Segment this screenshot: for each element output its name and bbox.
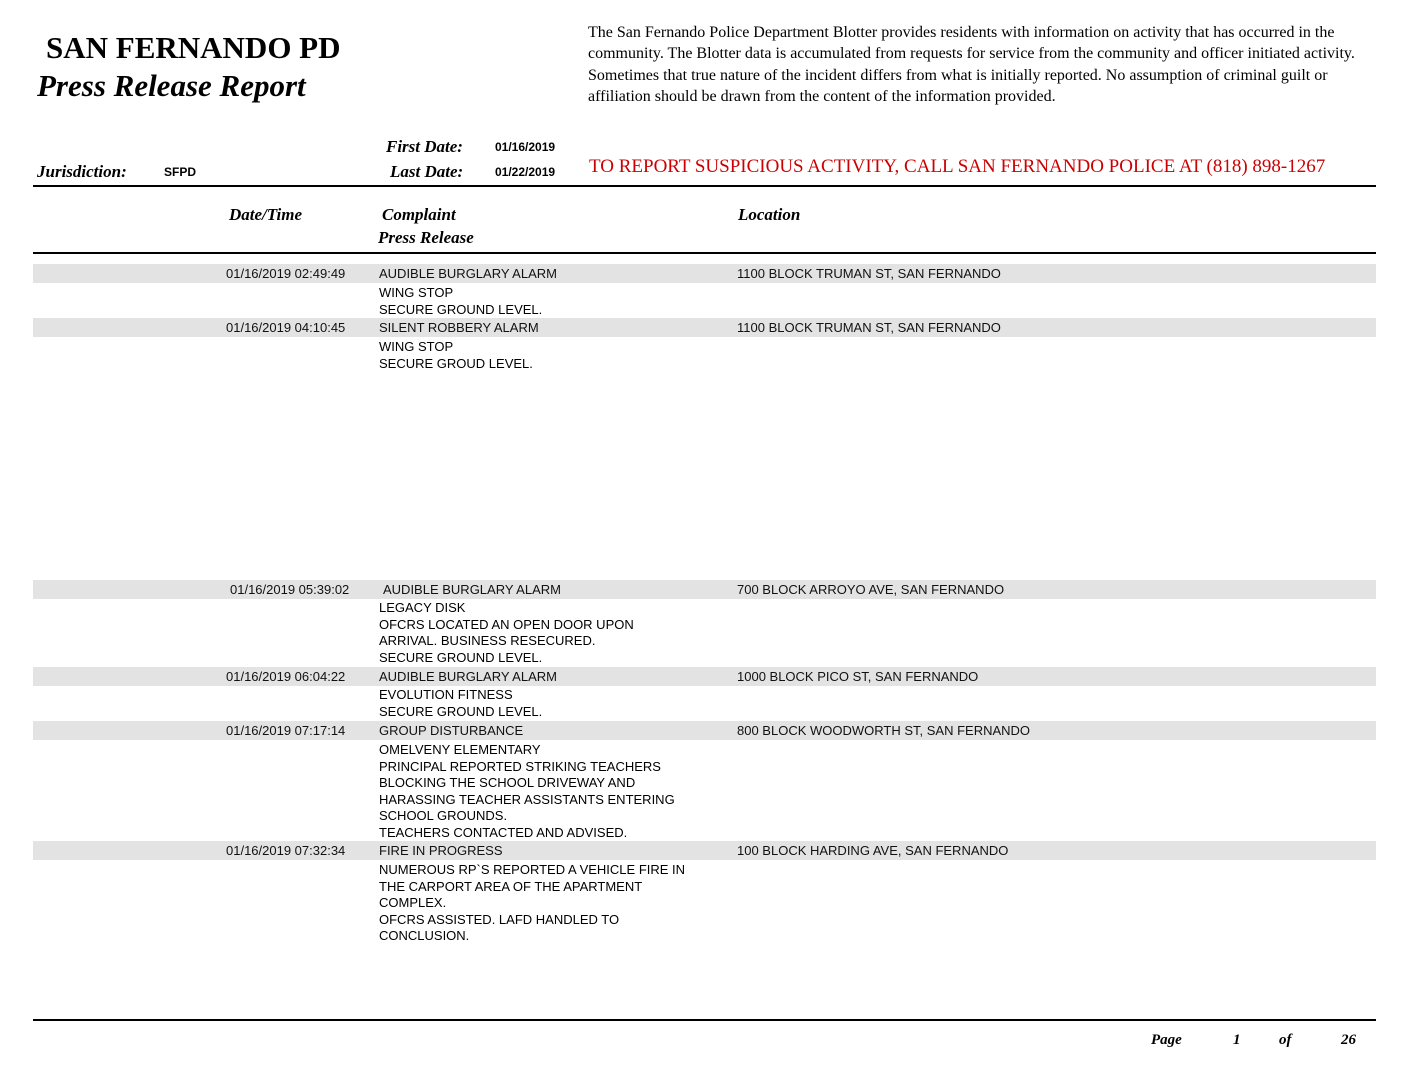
press-release-line: ARRIVAL. BUSINESS RESECURED. [379, 633, 596, 648]
incident-datetime: 01/16/2019 07:17:14 [226, 723, 346, 738]
last-date-value: 01/22/2019 [495, 165, 556, 179]
press-release-line: WING STOP [379, 285, 454, 300]
press-release-line: OFCRS LOCATED AN OPEN DOOR UPON [379, 616, 634, 632]
column-header-location: Location [738, 205, 801, 224]
header-divider [33, 185, 1376, 187]
incident-complaint: GROUP DISTURBANCE [379, 723, 524, 738]
incident-press-release [379, 862, 729, 945]
incident-datetime: 01/16/2019 07:32:34 [226, 843, 346, 858]
footer-divider [33, 1019, 1376, 1021]
agency-name: SAN FERNANDO PD [46, 30, 341, 65]
page-number: 1 [1233, 1032, 1241, 1048]
press-release-line: HARASSING TEACHER ASSISTANTS ENTERING [379, 791, 675, 807]
press-release-line: SECURE GROUD LEVEL. [379, 355, 533, 371]
jurisdiction-label: Jurisdiction: [37, 162, 127, 181]
column-header-datetime: Date/Time [229, 205, 303, 224]
incident-datetime: 01/16/2019 05:39:02 [230, 582, 350, 597]
press-release-line: TEACHERS CONTACTED AND ADVISED. [379, 824, 628, 840]
incident-press-release [379, 339, 729, 372]
press-release-line: SECURE GROUND LEVEL. [379, 301, 543, 317]
jurisdiction-value: SFPD [164, 165, 197, 179]
report-activity-alert: TO REPORT SUSPICIOUS ACTIVITY, CALL SAN FERNANDO POLICE AT (818) 898-1267 [589, 156, 1326, 177]
column-header-divider [33, 252, 1376, 254]
last-date-label: Last Date: [390, 162, 464, 181]
column-header-complaint: Complaint [382, 205, 456, 224]
press-release-line: CONCLUSION. [379, 928, 470, 943]
press-release-line: PRINCIPAL REPORTED STRIKING TEACHERS [379, 758, 661, 774]
press-release-line: EVOLUTION FITNESS [379, 687, 513, 702]
incident-press-release [379, 742, 729, 841]
press-release-line: BLOCKING THE SCHOOL DRIVEWAY AND [379, 775, 636, 790]
incident-complaint: AUDIBLE BURGLARY ALARM [379, 669, 557, 684]
press-release-line: SCHOOL GROUNDS. [379, 808, 508, 823]
press-release-line: COMPLEX. [379, 895, 447, 910]
incident-press-release [379, 600, 729, 666]
press-release-line: NUMEROUS RP`S REPORTED A VEHICLE FIRE IN [379, 862, 686, 877]
incident-complaint: SILENT ROBBERY ALARM [379, 320, 539, 335]
incident-complaint: FIRE IN PROGRESS [379, 843, 503, 858]
incident-press-release [379, 285, 729, 318]
incident-datetime: 01/16/2019 06:04:22 [226, 669, 346, 684]
report-title: Press Release Report [37, 68, 306, 103]
incident-location: 1100 BLOCK TRUMAN ST, SAN FERNANDO [737, 320, 1001, 335]
press-release-line: THE CARPORT AREA OF THE APARTMENT [379, 878, 643, 894]
incident-complaint: AUDIBLE BURGLARY ALARM [379, 266, 557, 281]
disclaimer-text: The San Fernando Police Department Blotter provides residents with information on activity that has occurred in the community. The Blotter data is accumulated from requests for service from the community and officer initiated activity. Sometimes that true nature of the incident differs from what is initially reported. No assumption of criminal guilt or affiliation should be drawn from the content of the information provided. [588, 24, 1355, 105]
press-release-line: LEGACY DISK [379, 600, 466, 615]
incident-complaint: AUDIBLE BURGLARY ALARM [383, 582, 561, 597]
press-release-line: SECURE GROUND LEVEL. [379, 649, 543, 665]
press-release-line: OMELVENY ELEMENTARY [379, 742, 541, 757]
press-release-line: SECURE GROUND LEVEL. [379, 703, 543, 719]
first-date-value: 01/16/2019 [495, 140, 556, 154]
page-label: Page [1151, 1032, 1182, 1048]
column-header-press-release: Press Release [378, 228, 474, 247]
incident-location: 1000 BLOCK PICO ST, SAN FERNANDO [737, 669, 979, 684]
incident-location: 1100 BLOCK TRUMAN ST, SAN FERNANDO [737, 266, 1001, 281]
incident-datetime: 01/16/2019 02:49:49 [226, 266, 346, 281]
total-pages: 26 [1341, 1032, 1356, 1048]
press-release-line: OFCRS ASSISTED. LAFD HANDLED TO [379, 911, 620, 927]
incident-press-release [379, 687, 729, 720]
of-label: of [1279, 1032, 1292, 1048]
first-date-label: First Date: [386, 137, 463, 156]
incident-location: 100 BLOCK HARDING AVE, SAN FERNANDO [737, 843, 1009, 858]
incident-location: 800 BLOCK WOODWORTH ST, SAN FERNANDO [737, 723, 1031, 738]
press-release-line: WING STOP [379, 339, 454, 354]
incident-datetime: 01/16/2019 04:10:45 [226, 320, 346, 335]
incident-location: 700 BLOCK ARROYO AVE, SAN FERNANDO [737, 582, 1005, 597]
